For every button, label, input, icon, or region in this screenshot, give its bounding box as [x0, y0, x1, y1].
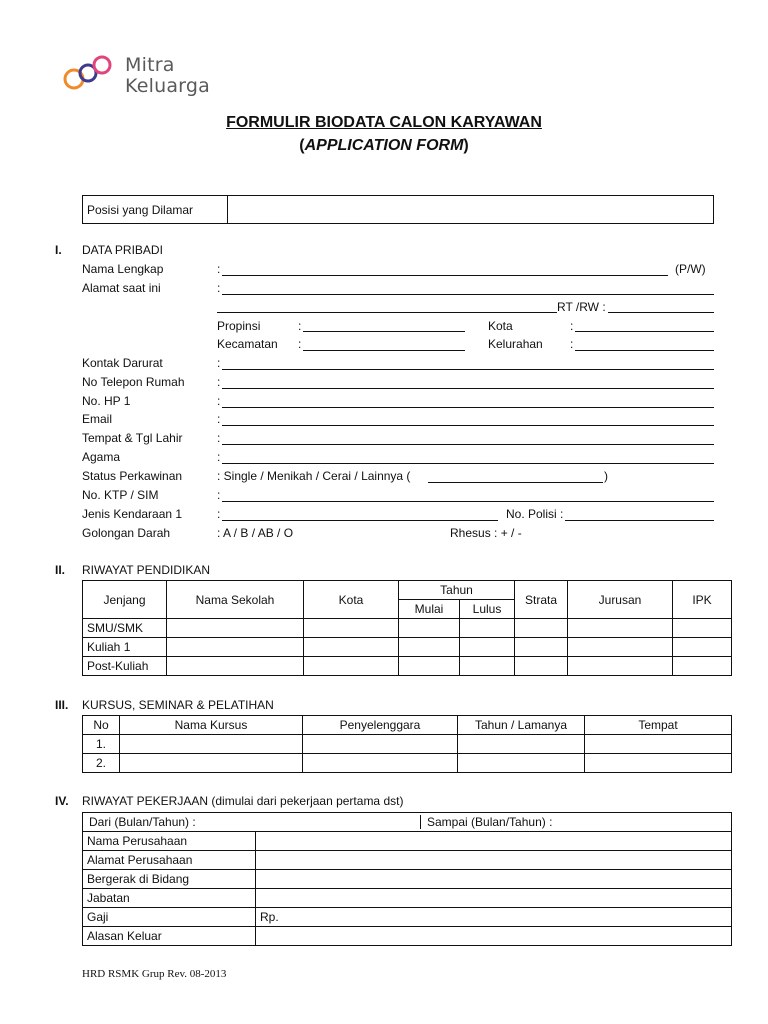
- label-kontak: Kontak Darurat: [82, 356, 163, 370]
- pendidikan-table: [82, 580, 732, 676]
- cell[interactable]: [120, 754, 303, 773]
- colon-kontak: :: [217, 356, 221, 370]
- cell[interactable]: [585, 754, 732, 773]
- th-lulus: Lulus: [460, 600, 515, 619]
- dari-label: Dari (Bulan/Tahun) :: [83, 815, 421, 829]
- gaji-cell[interactable]: Rp.: [256, 908, 732, 927]
- th-nama-kursus: Nama Kursus: [120, 716, 303, 735]
- posisi-input[interactable]: [228, 196, 714, 224]
- label-kelurahan: Kelurahan: [488, 337, 543, 351]
- cell[interactable]: [458, 754, 585, 773]
- colon-kelurahan: :: [570, 337, 574, 351]
- cell[interactable]: [304, 619, 399, 638]
- cell[interactable]: [515, 638, 568, 657]
- cell[interactable]: [568, 657, 673, 676]
- colon-hp: :: [217, 394, 221, 408]
- input-status-lainnya[interactable]: [428, 469, 603, 483]
- label-email: Email: [82, 412, 113, 426]
- label-agama: Agama: [82, 450, 121, 464]
- label-goldar: Golongan Darah: [82, 526, 171, 540]
- label-hp: No. HP 1: [82, 394, 131, 408]
- table-row: [83, 870, 732, 889]
- table-row: [83, 908, 732, 927]
- cell[interactable]: [673, 619, 732, 638]
- table-row: [83, 754, 732, 773]
- th-tempat: Tempat: [585, 716, 732, 735]
- input-alamat-1[interactable]: [222, 281, 714, 295]
- label-ktp: No. KTP / SIM: [82, 488, 159, 502]
- label-polisi: No. Polisi :: [506, 507, 564, 521]
- row-label: Jabatan: [83, 889, 256, 908]
- th-penyelenggara: Penyelenggara: [303, 716, 458, 735]
- section2-num: II.: [55, 563, 66, 577]
- input-agama[interactable]: [222, 450, 714, 464]
- table-row: [83, 619, 732, 638]
- input-propinsi[interactable]: [303, 318, 465, 332]
- row-no: 2.: [83, 754, 120, 773]
- row-label: Gaji: [83, 908, 256, 927]
- colon-ktp: :: [217, 488, 221, 502]
- table-row: [83, 638, 732, 657]
- cell[interactable]: [256, 889, 732, 908]
- form-subtitle: (APPLICATION FORM): [299, 137, 469, 154]
- cell[interactable]: [460, 619, 515, 638]
- input-polisi[interactable]: [565, 507, 714, 521]
- cell[interactable]: [256, 870, 732, 889]
- th-mulai: Mulai: [399, 600, 460, 619]
- row-label: Bergerak di Bidang: [83, 870, 256, 889]
- label-rtrw: RT /RW :: [557, 300, 606, 314]
- section2-title: RIWAYAT PENDIDIKAN: [82, 563, 211, 577]
- status-options: : Single / Menikah / Cerai / Lainnya (: [217, 469, 411, 483]
- table-row: [83, 889, 732, 908]
- th-jurusan: Jurusan: [568, 581, 673, 619]
- section4-title: RIWAYAT PEKERJAAN (dimulai dari pekerjaan pertama dst): [82, 794, 404, 808]
- cell[interactable]: [515, 657, 568, 676]
- label-status: Status Perkawinan: [82, 469, 183, 483]
- row-label: Alasan Keluar: [83, 927, 256, 946]
- row-label: Alamat Perusahaan: [83, 851, 256, 870]
- logo-line1: Mitra: [125, 54, 175, 76]
- input-kendaraan[interactable]: [222, 507, 498, 521]
- pekerjaan-table: [82, 812, 732, 946]
- input-ttl[interactable]: [222, 431, 714, 445]
- section1-num: I.: [55, 243, 62, 257]
- cell[interactable]: [167, 619, 304, 638]
- cell[interactable]: [568, 619, 673, 638]
- colon-ttl: :: [217, 431, 221, 445]
- table-row: [83, 927, 732, 946]
- input-hp[interactable]: [222, 394, 714, 408]
- input-kontak[interactable]: [222, 356, 714, 370]
- cell[interactable]: [458, 735, 585, 754]
- th-tahun: Tahun: [399, 581, 515, 600]
- sampai-label: Sampai (Bulan/Tahun) :: [427, 815, 553, 829]
- cell[interactable]: [120, 735, 303, 754]
- cell[interactable]: [673, 638, 732, 657]
- input-kecamatan[interactable]: [303, 337, 465, 351]
- cell[interactable]: [304, 657, 399, 676]
- label-telp: No Telepon Rumah: [82, 375, 185, 389]
- cell[interactable]: [399, 657, 460, 676]
- mitra-keluarga-logo-icon: [58, 52, 124, 94]
- cell[interactable]: [256, 851, 732, 870]
- cell[interactable]: [256, 832, 732, 851]
- colon-telp: :: [217, 375, 221, 389]
- input-ktp[interactable]: [222, 488, 714, 502]
- label-propinsi: Propinsi: [217, 319, 261, 333]
- cell[interactable]: [303, 754, 458, 773]
- logo-text: [125, 55, 210, 97]
- logo-line2: Keluarga: [125, 75, 210, 97]
- row-label: Kuliah 1: [83, 638, 167, 657]
- colon-kota: :: [570, 319, 574, 333]
- cell[interactable]: [167, 638, 304, 657]
- input-email[interactable]: [222, 412, 714, 426]
- cell[interactable]: [399, 638, 460, 657]
- table-row: [83, 735, 732, 754]
- th-kota: Kota: [304, 581, 399, 619]
- footer-revision: HRD RSMK Grup Rev. 08-2013: [82, 968, 227, 980]
- colon-propinsi: :: [298, 319, 302, 333]
- cell[interactable]: [515, 619, 568, 638]
- table-row: [83, 657, 732, 676]
- th-no: No: [83, 716, 120, 735]
- label-nama: Nama Lengkap: [82, 262, 164, 276]
- th-ipk: IPK: [673, 581, 732, 619]
- colon-kendaraan: :: [217, 507, 221, 521]
- label-ttl: Tempat & Tgl Lahir: [82, 431, 183, 445]
- input-kota[interactable]: [575, 318, 714, 332]
- form-title: FORMULIR BIODATA CALON KARYAWAN: [226, 114, 542, 131]
- section3-title: KURSUS, SEMINAR & PELATIHAN: [82, 698, 274, 712]
- posisi-table: [82, 195, 714, 224]
- input-nama[interactable]: [222, 262, 668, 276]
- cell[interactable]: [585, 735, 732, 754]
- label-kendaraan: Jenis Kendaraan 1: [82, 507, 183, 521]
- status-close: ): [604, 469, 608, 483]
- cell[interactable]: [568, 638, 673, 657]
- cell[interactable]: [256, 927, 732, 946]
- label-pw: (P/W): [675, 262, 706, 276]
- label-kota: Kota: [488, 319, 513, 333]
- label-kecamatan: Kecamatan: [217, 337, 278, 351]
- label-alamat: Alamat saat ini: [82, 281, 161, 295]
- colon-alamat: :: [217, 281, 221, 295]
- table-row: [83, 851, 732, 870]
- kursus-table: [82, 715, 732, 773]
- cell[interactable]: [167, 657, 304, 676]
- cell[interactable]: [303, 735, 458, 754]
- colon-email: :: [217, 412, 221, 426]
- row-label: Post-Kuliah: [83, 657, 167, 676]
- th-strata: Strata: [515, 581, 568, 619]
- row-no: 1.: [83, 735, 120, 754]
- th-tahun-lamanya: Tahun / Lamanya: [458, 716, 585, 735]
- rhesus-options: Rhesus : + / -: [450, 526, 522, 540]
- th-jenjang: Jenjang: [83, 581, 167, 619]
- input-rtrw[interactable]: [608, 299, 714, 313]
- posisi-label: Posisi yang Dilamar: [83, 196, 228, 224]
- colon-agama: :: [217, 450, 221, 464]
- section4-num: IV.: [55, 794, 69, 808]
- input-telp[interactable]: [222, 375, 714, 389]
- th-sekolah: Nama Sekolah: [167, 581, 304, 619]
- cell[interactable]: [460, 657, 515, 676]
- section3-num: III.: [55, 698, 69, 712]
- colon-nama: :: [217, 262, 221, 276]
- cell[interactable]: [460, 638, 515, 657]
- cell[interactable]: [673, 657, 732, 676]
- input-alamat-2[interactable]: [217, 299, 557, 313]
- dari-field[interactable]: [83, 813, 732, 832]
- row-label: Nama Perusahaan: [83, 832, 256, 851]
- colon-kecamatan: :: [298, 337, 302, 351]
- row-label: SMU/SMK: [83, 619, 167, 638]
- table-row: [83, 832, 732, 851]
- input-kelurahan[interactable]: [575, 337, 714, 351]
- goldar-options: : A / B / AB / O: [217, 526, 294, 540]
- cell[interactable]: [399, 619, 460, 638]
- cell[interactable]: [304, 638, 399, 657]
- section1-title: DATA PRIBADI: [82, 243, 163, 257]
